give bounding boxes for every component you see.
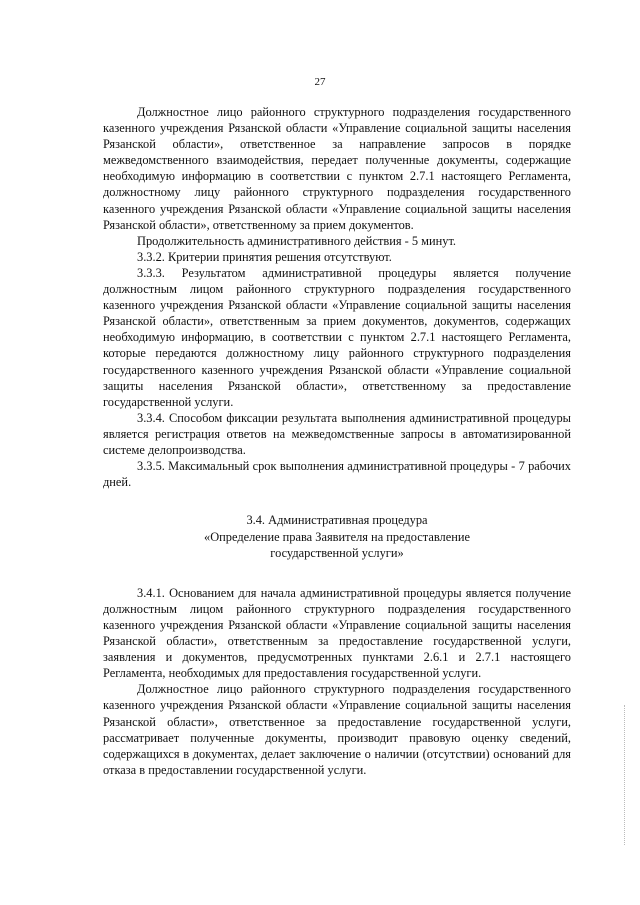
- paragraph: 3.3.5. Максимальный срок выполнения административной процедуры - 7 рабочих дней.: [103, 459, 571, 490]
- page-number: 27: [314, 76, 326, 88]
- section-heading-line: «Определение права Заявителя на предоставление: [204, 529, 470, 544]
- paragraph: Должностное лицо районного структурного подразделения государственного казенного учреждения Рязанской области «Управление социальной защиты населения Рязанской области», ответственное за предоставление государственной услуги, рассматривает полученные документы, производит правовую оценку сведений, содержащихся в документах, делает заключение о наличии (отсутствии) оснований для отказа в предоставлении государственной услуги.: [103, 682, 571, 777]
- paragraph: 3.3.4. Способом фиксации результата выполнения административной процедуры является регистрация ответов на межведомственные запросы в автоматизированной системе делопроизводства.: [103, 410, 571, 457]
- paragraph: Должностное лицо районного структурного подразделения государственного казенного учреждения Рязанской области «Управление социальной защиты населения Рязанской области», ответственное за направление запросов в порядке межведомственного взаимодействия, передает полученные документы, содержащие необходимую информацию в соответствии с пунктом 2.7.1 настоящего Регламента, должностному лицу районного структурного подразделения государственного казенного учреждения Рязанской области «Управление социальной защиты населения Рязанской области», ответственному за прием документов.: [103, 105, 571, 232]
- section-heading-line: государственной услуги»: [270, 546, 404, 561]
- paragraph: 3.4.1. Основанием для начала административной процедуры является получение должностным лицом районного структурного подразделения государственного казенного учреждения Рязанской области «Управление социальной защиты населения Рязанской области», ответственным за предоставление государственной услуги, заявления и документов, предусмотренных пунктами 2.6.1 и 2.7.1 настоящего Регламента, необходимых для предоставления государственной услуги.: [103, 585, 571, 681]
- document-body: [103, 104, 571, 778]
- section-heading-line: 3.4. Административная процедура: [246, 513, 428, 528]
- paragraph: 3.3.2. Критерии принятия решения отсутствуют.: [137, 249, 392, 264]
- paragraph: Продолжительность административного действия - 5 минут.: [137, 233, 457, 248]
- scan-edge-mark: [624, 705, 626, 845]
- section-heading: [103, 512, 571, 562]
- paragraph: 3.3.3. Результатом административной процедуры является получение должностным лицом районного структурного подразделения государственного казенного учреждения Рязанской области «Управление социальной защиты населения Рязанской области», ответственным за прием документов, документов, содержащих необходимую информацию, в соответствии с пунктом 2.7.1 настоящего Регламента, которые передаются должностному лицу районного структурного подразделения государственного казенного учреждения Рязанской области «Управление социальной защиты населения Рязанской области», ответственному за предоставление государственной услуги.: [103, 265, 571, 409]
